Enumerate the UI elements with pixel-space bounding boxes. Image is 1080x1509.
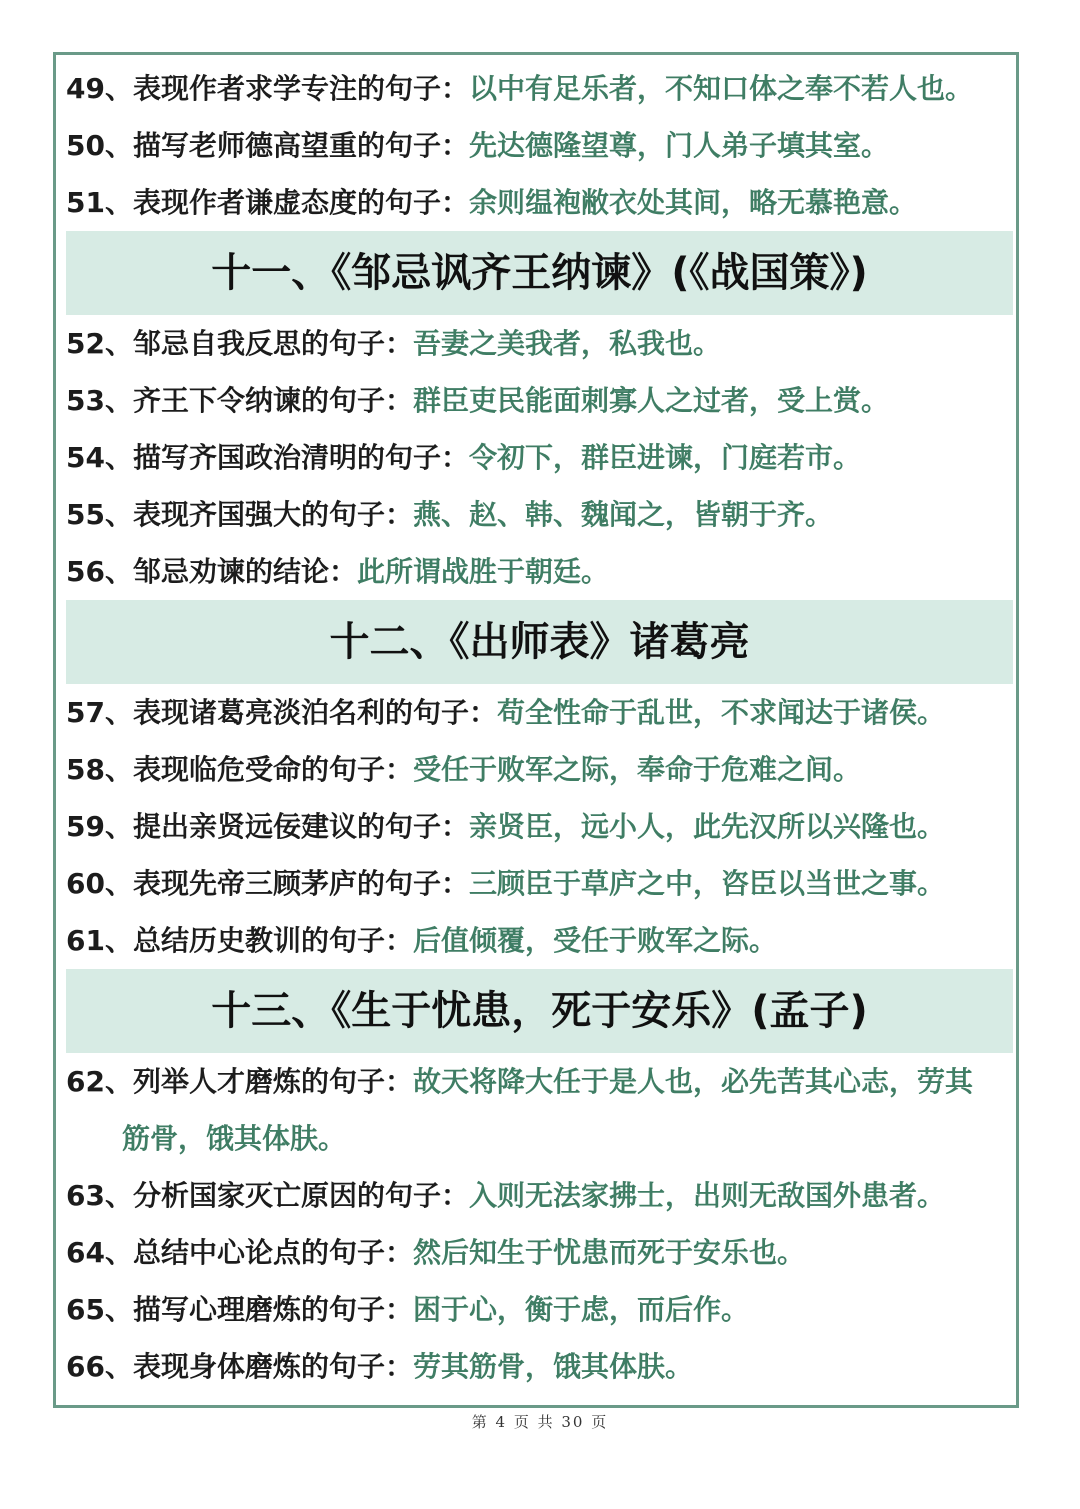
list-item	[66, 543, 1016, 600]
item-answer: 后值倾覆，受任于败军之际。	[412, 924, 777, 957]
list-item	[66, 1167, 1016, 1224]
list-item	[66, 315, 1016, 372]
item-answer: 亲贤臣，远小人，此先汉所以兴隆也。	[468, 810, 945, 843]
item-question: 59、提出亲贤远佞建议的句子：	[66, 810, 469, 843]
item-answer: 先达德隆望尊，门人弟子填其室。	[468, 129, 889, 162]
list-item	[66, 60, 1016, 117]
item-answer: 以中有足乐者，不知口体之奉不若人也。	[468, 72, 973, 105]
list-item	[66, 1338, 1016, 1395]
item-answer: 受任于败军之际，奉命于危难之间。	[412, 753, 861, 786]
section-heading: 十三、《生于忧患，死于安乐》(孟子)	[66, 969, 1013, 1053]
item-answer: 然后知生于忧患而死于安乐也。	[412, 1236, 805, 1269]
item-question: 60、表现先帝三顾茅庐的句子：	[66, 867, 469, 900]
item-question: 50、描写老师德高望重的句子：	[66, 129, 469, 162]
item-answer-continued: 筋骨，饿其体肤。	[122, 1122, 347, 1155]
list-item	[66, 855, 1016, 912]
item-question: 57、表现诸葛亮淡泊名利的句子：	[66, 696, 497, 729]
item-question: 55、表现齐国强大的句子：	[66, 498, 413, 531]
item-question: 54、描写齐国政治清明的句子：	[66, 441, 469, 474]
section-heading: 十一、《邹忌讽齐王纳谏》(《战国策》)	[66, 231, 1013, 315]
list-item	[66, 912, 1016, 969]
item-question: 62、列举人才磨炼的句子：	[66, 1065, 413, 1098]
item-question: 63、分析国家灭亡原因的句子：	[66, 1179, 469, 1212]
item-answer: 吾妻之美我者，私我也。	[412, 327, 721, 360]
item-answer: 群臣吏民能面刺寡人之过者，受上赏。	[412, 384, 889, 417]
item-question: 64、总结中心论点的句子：	[66, 1236, 413, 1269]
section-heading: 十二、《出师表》诸葛亮	[66, 600, 1013, 684]
list-item	[66, 174, 1016, 231]
item-answer: 此所谓战胜于朝廷。	[356, 555, 609, 588]
list-item	[66, 486, 1016, 543]
item-question: 49、表现作者求学专注的句子：	[66, 72, 469, 105]
list-item	[66, 1053, 1016, 1167]
item-answer: 苟全性命于乱世，不求闻达于诸侯。	[496, 696, 945, 729]
item-answer: 故天将降大任于是人也，必先苦其心志，劳其	[412, 1065, 973, 1098]
list-item	[66, 1281, 1016, 1338]
document-body	[66, 60, 1016, 1395]
item-answer: 三顾臣于草庐之中，咨臣以当世之事。	[468, 867, 945, 900]
list-item	[66, 429, 1016, 486]
item-answer: 令初下，群臣进谏，门庭若市。	[468, 441, 861, 474]
item-question: 52、邹忌自我反思的句子：	[66, 327, 413, 360]
item-answer: 入则无法家拂士，出则无敌国外患者。	[468, 1179, 945, 1212]
item-question: 58、表现临危受命的句子：	[66, 753, 413, 786]
item-question: 51、表现作者谦虚态度的句子：	[66, 186, 469, 219]
item-answer: 燕、赵、韩、魏闻之，皆朝于齐。	[412, 498, 833, 531]
item-question: 66、表现身体磨炼的句子：	[66, 1350, 413, 1383]
item-answer: 余则缊袍敝衣处其间，略无慕艳意。	[468, 186, 917, 219]
page-number-footer: 第 4 页 共 30 页	[471, 1413, 609, 1431]
item-question: 53、齐王下令纳谏的句子：	[66, 384, 413, 417]
list-item	[66, 372, 1016, 429]
item-question: 61、总结历史教训的句子：	[66, 924, 413, 957]
item-answer: 困于心，衡于虑，而后作。	[412, 1293, 749, 1326]
list-item	[66, 741, 1016, 798]
item-question: 65、描写心理磨炼的句子：	[66, 1293, 413, 1326]
list-item	[66, 684, 1016, 741]
list-item	[66, 117, 1016, 174]
list-item	[66, 798, 1016, 855]
item-answer: 劳其筋骨，饿其体肤。	[412, 1350, 693, 1383]
item-question: 56、邹忌劝谏的结论：	[66, 555, 357, 588]
list-item	[66, 1224, 1016, 1281]
